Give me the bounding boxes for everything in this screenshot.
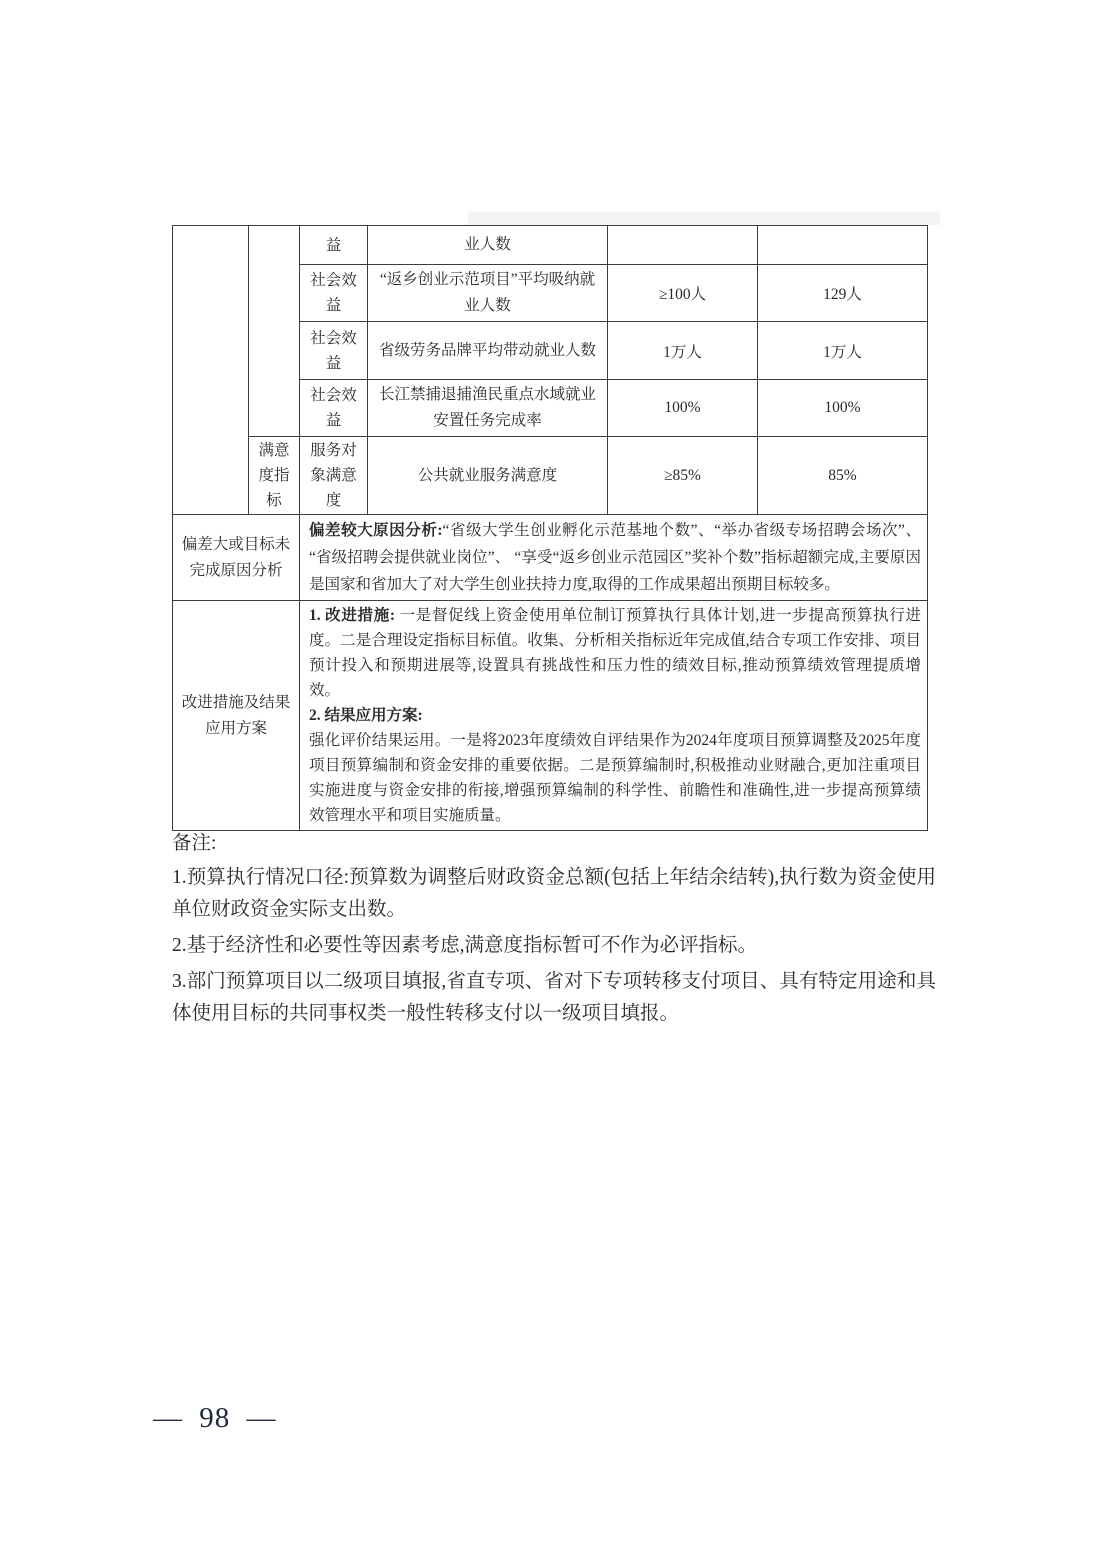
table-row-carryover	[173, 226, 928, 265]
cell-indicator: 长江禁捕退捕渔民重点水域就业安置任务完成率	[368, 380, 608, 437]
cell-target: 100%	[608, 380, 758, 437]
cell-target: ≥85%	[608, 437, 758, 515]
table-row-improvement	[173, 601, 928, 831]
cell-target: ≥100人	[608, 265, 758, 322]
cell-indicator: “返乡创业示范项目”平均吸纳就业人数	[368, 265, 608, 322]
cell-actual: 85%	[758, 437, 928, 515]
cell-category: 社会效益	[300, 265, 368, 322]
notes-section	[172, 830, 936, 1030]
notes-heading: 备注:	[172, 833, 217, 854]
cell-satisfaction-sub: 服务对象满意度	[300, 437, 368, 515]
deviation-body: “省级大学生创业孵化示范基地个数”、“举办省级专场招聘会场次”、“省级招聘会提供就业岗位”、 “享受“返乡创业示范园区”奖补个数”指标超额完成,主要原因是国家和省加大了对大学生创业扶持力度,取得的工作成果超出预期目标较多。	[309, 522, 921, 593]
cell-target-empty	[608, 226, 758, 265]
deviation-content-cell	[300, 515, 928, 601]
cell-indicator: 公共就业服务满意度	[368, 437, 608, 515]
performance-evaluation-table	[172, 225, 928, 831]
improvement-results-lead: 2. 结果应用方案:	[309, 707, 423, 724]
table-row-satisfaction	[173, 437, 928, 515]
improvement-measures-paragraph	[309, 603, 921, 703]
improvement-content-cell	[300, 601, 928, 831]
cell-actual: 100%	[758, 380, 928, 437]
cell-actual: 1万人	[758, 322, 928, 380]
note-item-2: 2.基于经济性和必要性等因素考虑,满意度指标暂可不作为必评指标。	[172, 935, 758, 956]
deviation-label-cell: 偏差大或目标未完成原因分析	[173, 515, 300, 601]
table-row-deviation	[173, 515, 928, 601]
cell-category: 社会效益	[300, 322, 368, 380]
cell-empty-level2	[249, 226, 300, 437]
cell-category: 社会效益	[300, 380, 368, 437]
cell-satisfaction-group: 满意度指标	[249, 437, 300, 515]
cell-target: 1万人	[608, 322, 758, 380]
improvement-measures-lead: 1. 改进措施:	[309, 607, 396, 624]
improvement-results-body: 强化评价结果运用。一是将2023年度绩效自评结果作为2024年度项目预算调整及2025年度项目预算编制和资金安排的重要依据。二是预算编制时,积极推动业财融合,更加注重项目实施进度与资金安排的衔接,增强预算编制的科学性、前瞻性和准确性,进一步提高预算绩效管理水平和项目实施质量。	[309, 732, 921, 824]
cell-indicator: 省级劳务品牌平均带动就业人数	[368, 322, 608, 380]
note-item-1: 1.预算执行情况口径:预算数为调整后财政资金总额(包括上年结余结转),执行数为资金使用单位财政资金实际支出数。	[172, 867, 936, 920]
page-number: — 98 —	[153, 1402, 277, 1434]
cell-actual-empty	[758, 226, 928, 265]
cell-actual: 129人	[758, 265, 928, 322]
cell-category-tail: 益	[300, 226, 368, 265]
improvement-measures-body: 一是督促线上资金使用单位制订预算执行具体计划,进一步提高预算执行进度。二是合理设定指标目标值。收集、分析相关指标近年完成值,结合专项工作安排、项目预计投入和预期进展等,设置具有挑战性和压力性的绩效目标,推动预算绩效管理提质增效。	[309, 607, 921, 699]
improvement-results-heading	[309, 703, 921, 728]
deviation-lead: 偏差较大原因分析:	[309, 522, 443, 539]
improvement-label-cell: 改进措施及结果应用方案	[173, 601, 300, 831]
cell-empty-level1	[173, 226, 249, 515]
scan-artifact	[468, 212, 940, 225]
deviation-paragraph	[309, 517, 921, 598]
note-item-3: 3.部门预算项目以二级项目填报,省直专项、省对下专项转移支付项目、具有特定用途和具体使用目标的共同事权类一般性转移支付以一级项目填报。	[172, 971, 936, 1024]
cell-indicator-tail: 业人数	[368, 226, 608, 265]
